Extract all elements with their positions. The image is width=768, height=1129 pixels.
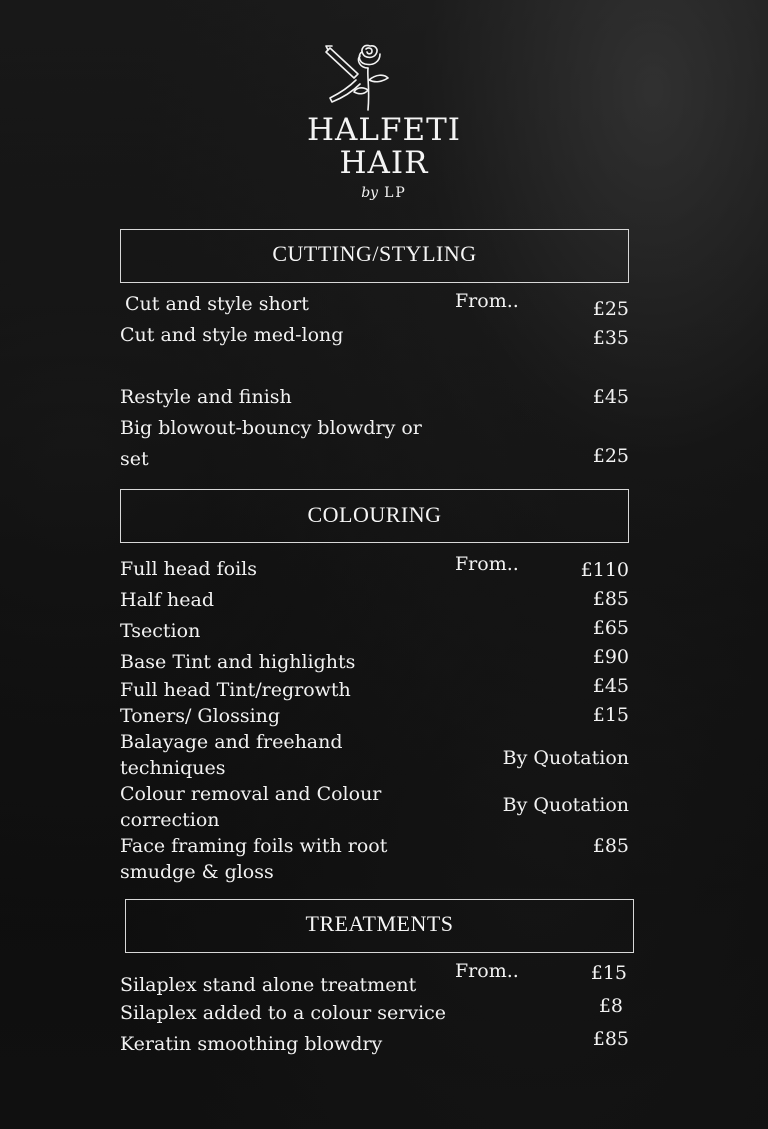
from-label: From..: [455, 960, 519, 982]
item-name: Cut and style short: [125, 293, 309, 315]
item-price: £8: [598, 995, 623, 1017]
item-price: £15: [590, 962, 627, 984]
item-price: £25: [592, 298, 629, 320]
item-price: £85: [592, 1028, 629, 1050]
rose-and-razor-icon: [318, 40, 408, 112]
item-name-line-1: Face framing foils with root: [120, 835, 388, 857]
section-header-colouring: [120, 489, 629, 543]
item-name: Tsection: [120, 620, 201, 642]
item-price: £35: [592, 327, 629, 349]
item-name: Silaplex added to a colour service: [120, 1002, 447, 1024]
from-label: From..: [455, 290, 519, 312]
item-name: Restyle and finish: [120, 386, 292, 408]
brand-byline: [0, 185, 768, 201]
item-name-line-1: Big blowout-bouncy blowdry or: [120, 417, 422, 439]
item-name: Full head foils: [120, 558, 257, 580]
section-header-cutting: [120, 229, 629, 283]
item-name-line-2: set: [120, 448, 149, 470]
item-name-line-2: correction: [120, 809, 220, 831]
section-title: TREATMENTS: [305, 911, 454, 936]
brand-by-text: by: [361, 185, 379, 201]
item-name: Full head Tint/regrowth: [120, 679, 351, 701]
section-title: CUTTING/STYLING: [272, 241, 477, 266]
item-name-line-2: techniques: [120, 757, 226, 779]
item-name: Half head: [120, 589, 215, 611]
item-price: By Quotation: [502, 794, 629, 816]
item-price: £85: [592, 835, 629, 857]
item-name: Toners/ Glossing: [120, 705, 281, 727]
brand-name-line-2: HAIR: [339, 145, 429, 181]
brand-initials: LP: [384, 185, 407, 201]
item-price: £110: [580, 559, 629, 581]
item-price: £15: [592, 704, 629, 726]
item-price: £90: [592, 646, 629, 668]
item-price: £85: [592, 588, 629, 610]
item-name: Keratin smoothing blowdry: [120, 1033, 383, 1055]
item-price: By Quotation: [502, 747, 629, 769]
section-title: COLOURING: [307, 502, 442, 527]
item-name-line-1: Balayage and freehand: [120, 731, 343, 753]
item-price: £45: [592, 386, 629, 408]
brand-name-line-1: HALFETI: [306, 112, 462, 148]
item-price: £25: [592, 445, 629, 467]
item-price: £65: [592, 617, 629, 639]
section-header-treatments: [125, 899, 634, 953]
item-name-line-2: smudge & gloss: [120, 861, 274, 883]
item-price: £45: [592, 675, 629, 697]
item-name-line-1: Colour removal and Colour: [120, 783, 382, 805]
item-name: Silaplex stand alone treatment: [120, 974, 417, 996]
item-name: Base Tint and highlights: [120, 651, 356, 673]
item-name: Cut and style med-long: [120, 324, 344, 346]
from-label: From..: [455, 553, 519, 575]
